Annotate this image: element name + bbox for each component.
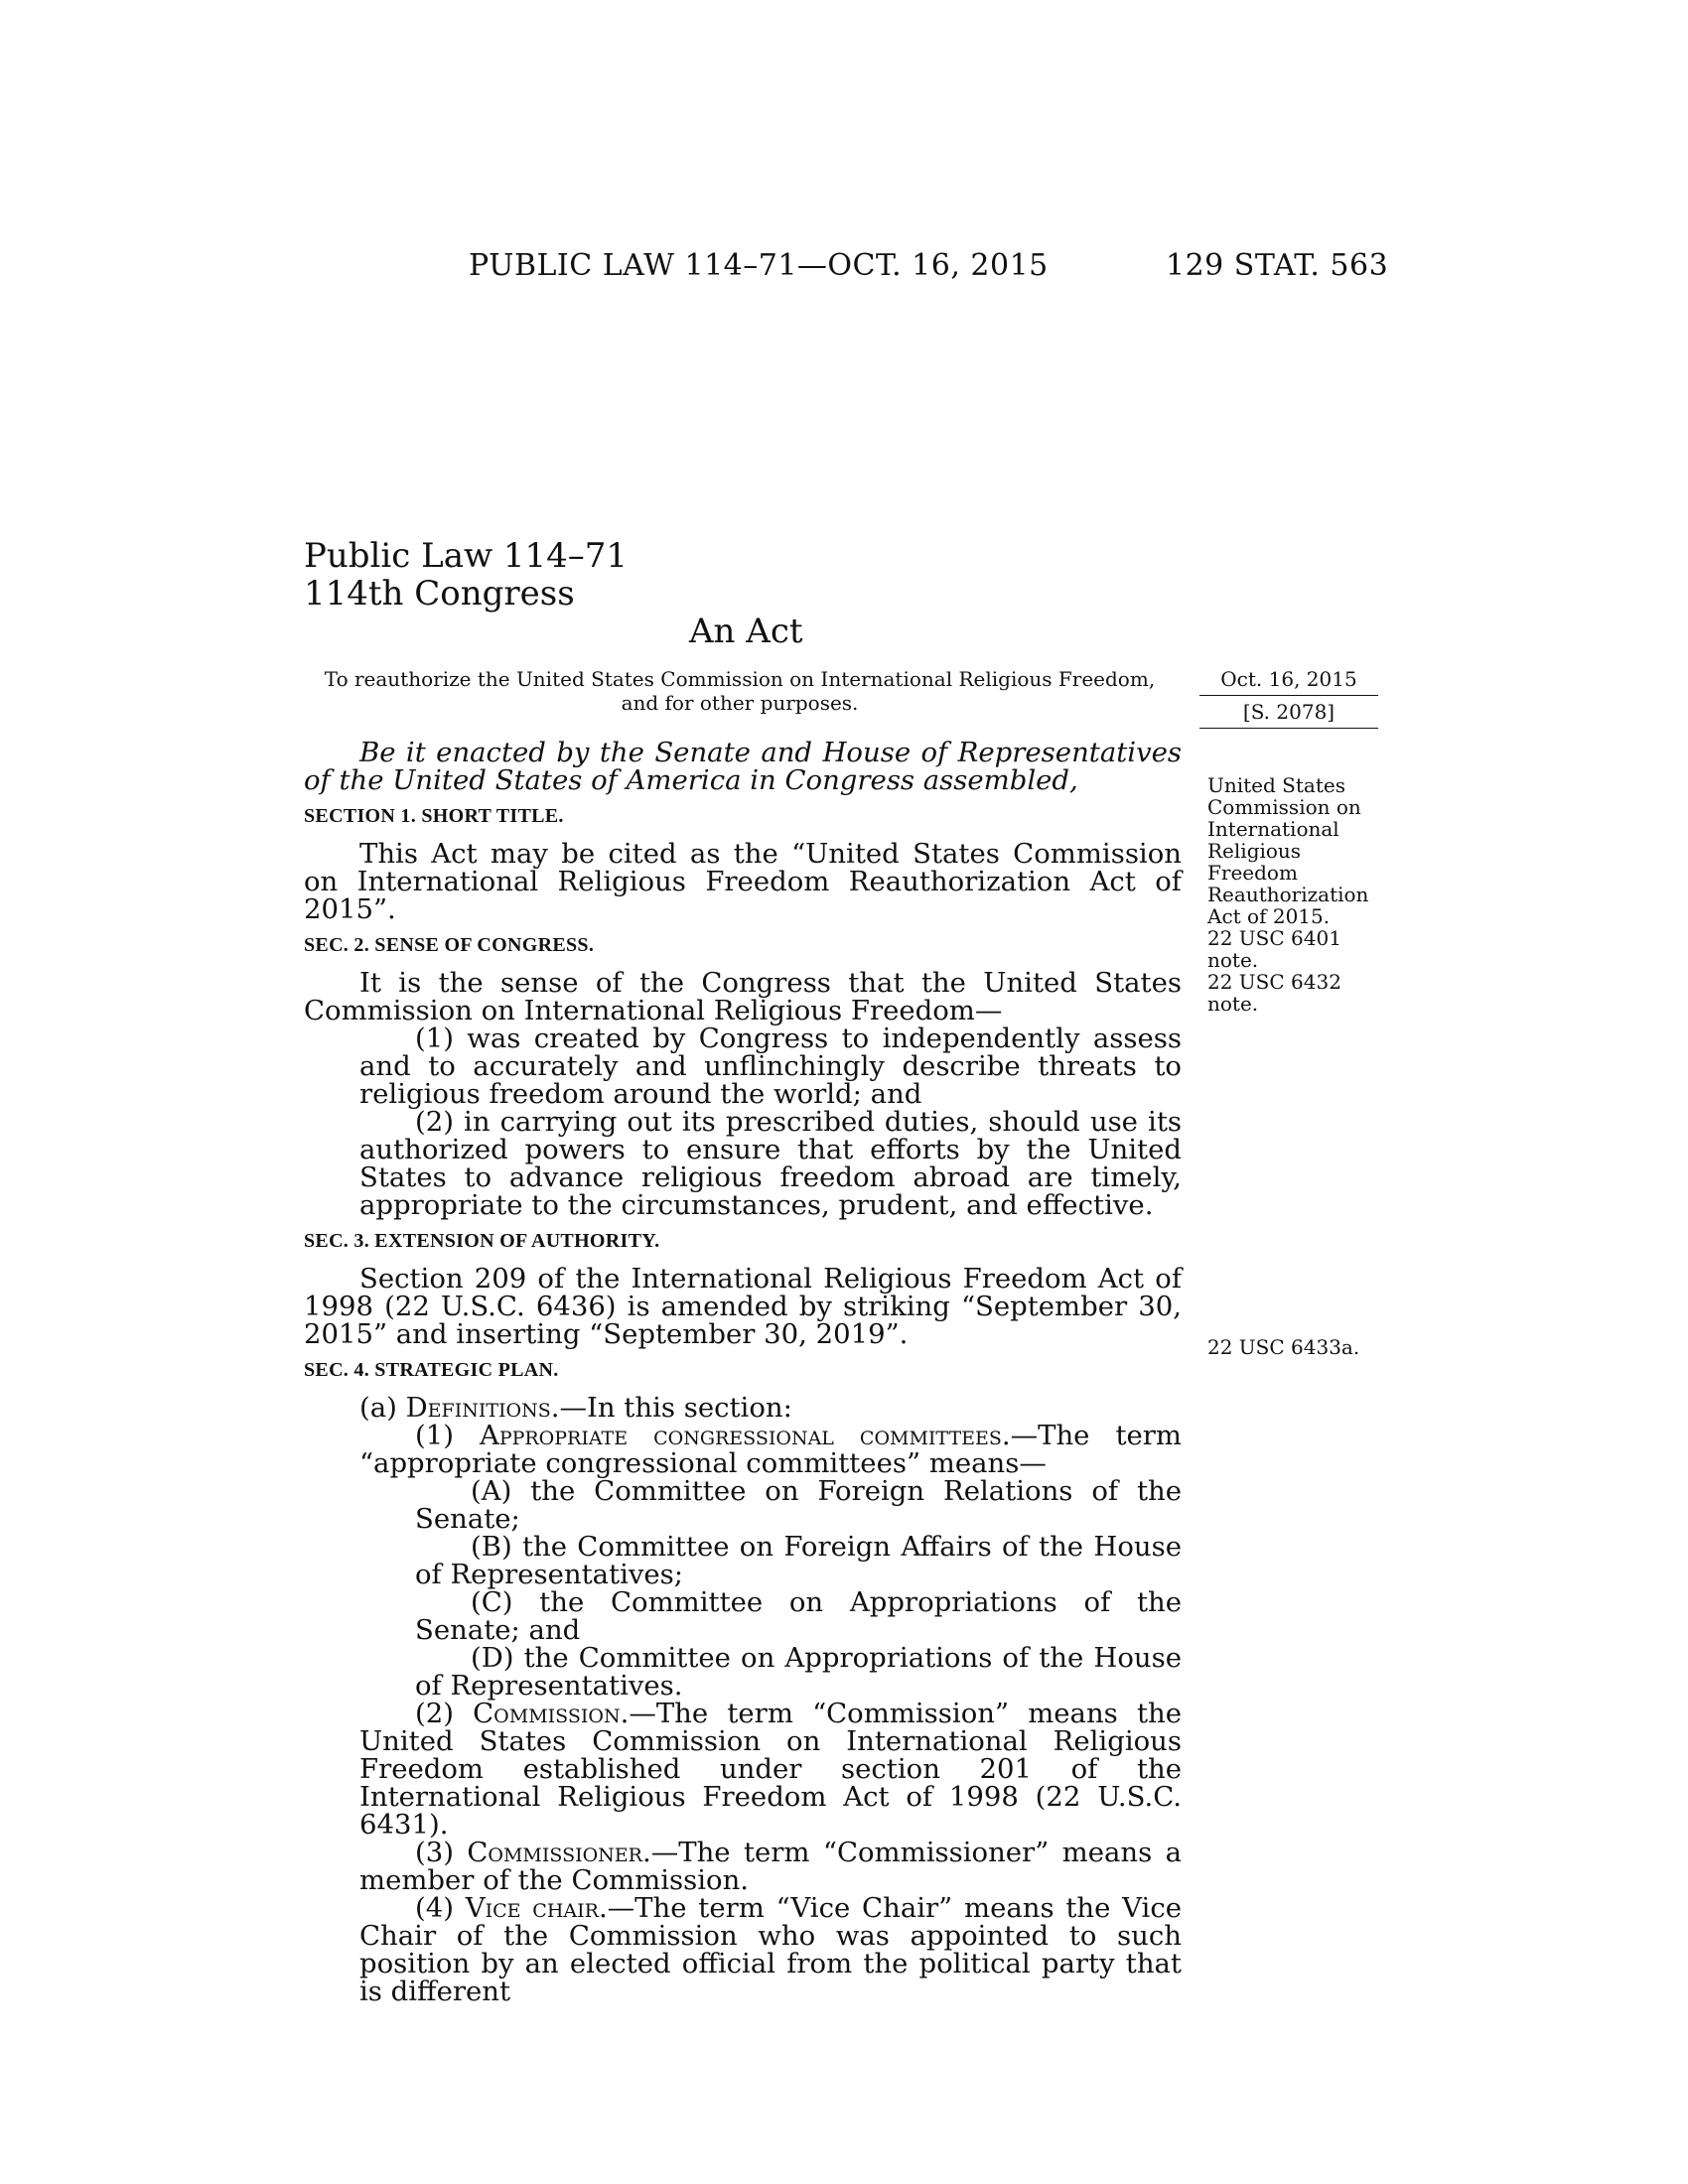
- margin-note-line: Religious: [1207, 839, 1302, 863]
- running-head-stat: 129 STAT. 563: [1166, 248, 1389, 283]
- section-text: This Act may be cited as the “United States Commission on International Religious Freedom Reauthorization Act of 2015”.: [304, 838, 1182, 925]
- margin-note-strategic-plan: 22 USC 6433a.: [1207, 1335, 1360, 1359]
- definition: [304, 1839, 1182, 1894]
- subsection: [304, 1394, 1182, 1422]
- margin-note-line: Reauthorization: [1207, 883, 1369, 906]
- enactment-date: Oct. 16, 2015: [1220, 667, 1357, 691]
- definition-label: (1): [415, 1420, 480, 1451]
- paragraph: (1) was created by Congress to independently assess and to accurately and unflinchingly describe threats to religious freedom around the world; and: [359, 1023, 1182, 1110]
- subparagraph: (C) the Committee on Appropriations of the Senate; and: [415, 1586, 1182, 1646]
- definition-label: (3): [415, 1837, 468, 1868]
- bill-number: [S. 2078]: [1242, 700, 1336, 724]
- subsection-term: Definitions: [405, 1392, 551, 1424]
- definition-text: .—The term “Commission” means the United States Commission on International Religious Freedom established under section 201 of the International Religious Freedom Act of 1998 (22 U.S.C. 6431).: [359, 1698, 1182, 1841]
- subparagraph: (D) the Committee on Appropriations of the House of Representatives.: [415, 1642, 1182, 1702]
- definition-label: (4): [415, 1892, 466, 1924]
- congress-label: 114th Congress: [304, 574, 575, 614]
- divider: [1199, 728, 1378, 729]
- law-body: [304, 739, 1182, 2005]
- margin-note-line: Act of 2015.: [1207, 904, 1331, 928]
- purpose-statement: To reauthorize the United States Commission on International Religious Freedom, and for other purposes.: [324, 667, 1156, 715]
- definition-text: .—The term “Vice Chair” means the Vice Chair of the Commission who was appointed to such position by an elected official from the political party that is different: [359, 1892, 1182, 2007]
- law-number: Public Law 114–71: [304, 536, 629, 576]
- definition-term: Commission: [473, 1698, 621, 1729]
- subparagraph: (B) the Committee on Foreign Affairs of the House of Representatives;: [415, 1531, 1182, 1590]
- margin-note-line: International: [1207, 817, 1339, 841]
- margin-note-short-title: [1207, 774, 1386, 1015]
- margin-note-line: 22 USC 6432: [1207, 970, 1341, 994]
- divider: [1199, 695, 1378, 696]
- act-label: An Act: [689, 612, 803, 651]
- margin-note-line: 22 USC 6401: [1207, 926, 1341, 950]
- definition: [304, 1894, 1182, 2005]
- definition-text: .—The term “Commissioner” means a member of the Commission.: [359, 1837, 1183, 1896]
- section-heading: SEC. 2. SENSE OF CONGRESS.: [304, 934, 595, 956]
- definition-term: Appropriate congressional committees: [479, 1420, 1002, 1451]
- subsection-text: .—In this section:: [550, 1392, 792, 1424]
- definition-text: .—The term “appropriate congressional committees” means—: [359, 1420, 1182, 1479]
- enacting-clause: Be it enacted by the Senate and House of Representatives of the United States of America in Congress assembled,: [304, 737, 1182, 796]
- paragraph: (2) in carrying out its prescribed duties, should use its authorized powers to ensure that efforts by the United States to advance religious freedom abroad are timely, appropriate to the circumstances, prudent, and effective.: [359, 1106, 1182, 1221]
- definition: [304, 1422, 1182, 1477]
- date-box: [1199, 667, 1378, 729]
- margin-note-line: United States: [1207, 773, 1345, 797]
- section-heading: SEC. 4. STRATEGIC PLAN.: [304, 1359, 559, 1381]
- margin-note-line: note.: [1207, 948, 1259, 972]
- definition-term: Commissioner: [467, 1837, 642, 1868]
- margin-note-line: Commission on: [1207, 795, 1361, 819]
- margin-note-line: note.: [1207, 992, 1259, 1016]
- definition-term: Vice chair: [465, 1892, 599, 1924]
- definition-label: (2): [415, 1698, 474, 1729]
- subparagraph: (A) the Committee on Foreign Relations of the Senate;: [415, 1475, 1182, 1535]
- running-head-title: PUBLIC LAW 114–71—OCT. 16, 2015: [469, 248, 1049, 283]
- section-heading: SEC. 3. EXTENSION OF AUTHORITY.: [304, 1230, 660, 1252]
- subsection-label: (a): [359, 1392, 406, 1424]
- section-text: Section 209 of the International Religious Freedom Act of 1998 (22 U.S.C. 6436) is amended by striking “September 30, 2015” and inserting “September 30, 2019”.: [304, 1263, 1182, 1350]
- margin-note-line: Freedom: [1207, 861, 1298, 885]
- section-text: It is the sense of the Congress that the United States Commission on International Religious Freedom—: [304, 967, 1182, 1026]
- definition: [304, 1700, 1182, 1839]
- section-heading: SECTION 1. SHORT TITLE.: [304, 805, 564, 827]
